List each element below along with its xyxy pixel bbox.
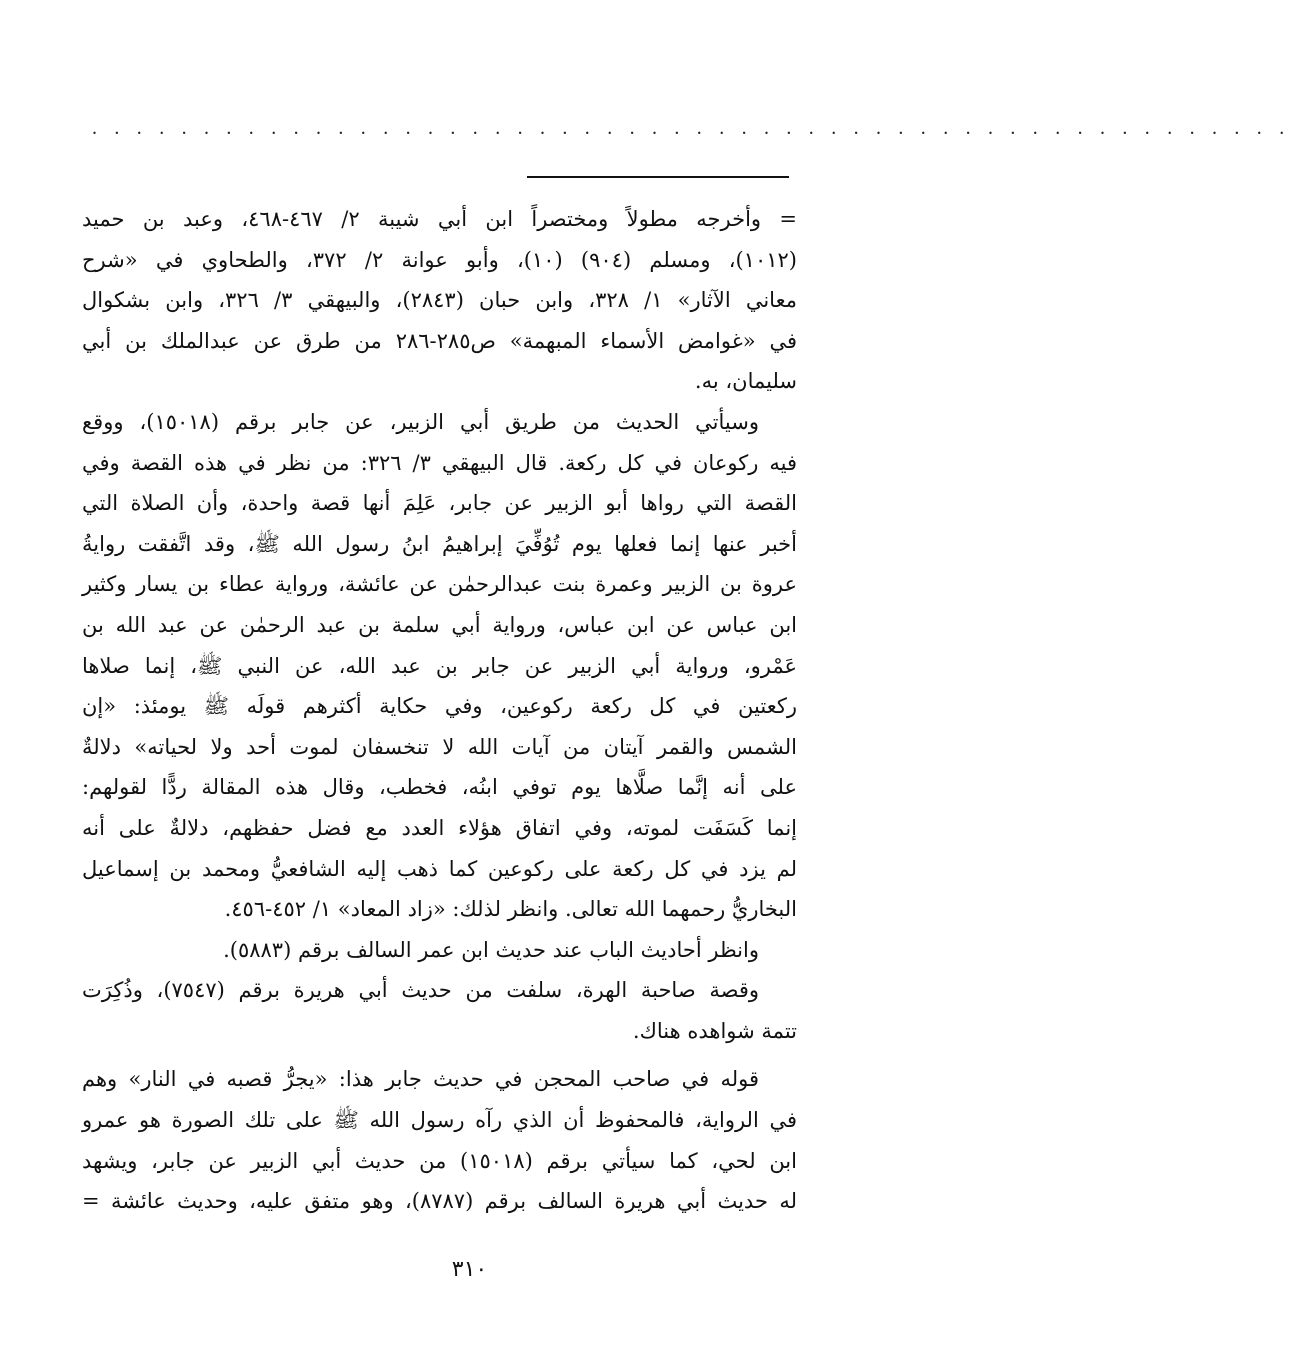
text-line: القصة التي رواها أبو الزبير عن جابر، عَلِمَ أنها قصة واحدة، وأن الصلاة التي	[82, 491, 797, 516]
text-line: له حديث أبي هريرة السالف برقم (٨٧٨٧)، وهو متفق عليه، وحديث عائشة =	[82, 1189, 797, 1214]
text-line: وسيأتي الحديث من طريق أبي الزبير، عن جابر برقم (١٥٠١٨)، ووقع	[82, 409, 759, 434]
text-line: إنما كَسَفَت لموته، وفي اتفاق هؤلاء العدد مع فضل حفظهم، دلالةٌ على أنه	[82, 815, 797, 840]
page-number: ٣١٠	[451, 1257, 488, 1282]
text-line: الشمس والقمر آيتان من آيات الله لا تنخسفان لموت أحد ولا لحياته» دلالةٌ	[82, 734, 797, 759]
text-line: فيه ركوعان في كل ركعة. قال البيهقي ٣/ ٣٢٦: من نظر في هذه القصة وفي	[82, 450, 797, 475]
text-line: = وأخرجه مطولاً ومختصراً ابن أبي شيبة ٢/ ٤٦٧-٤٦٨، وعبد بن حميد	[82, 207, 797, 231]
text-line: في «غوامض الأسماء المبهمة» ص٢٨٥-٢٨٦ من طرق عن عبدالملك بن أبي	[82, 328, 797, 353]
text-line: معاني الآثار» ١/ ٣٢٨، وابن حبان (٢٨٤٣)، والبيهقي ٣/ ٣٢٦، وابن بشكوال	[82, 288, 797, 313]
text-line: لم يزد في كل ركعة على ركوعين كما ذهب إليه الشافعيُّ ومحمد بن إسماعيل	[82, 856, 797, 881]
text-line: عروة بن الزبير وعمرة بنت عبدالرحمٰن عن عائشة، ورواية عطاء بن يسار وكثير	[82, 572, 797, 597]
text-line: وقصة صاحبة الهرة، سلفت من حديث أبي هريرة برقم (٧٥٤٧)، وذُكِرَت	[82, 978, 759, 1003]
text-line: البخاريُّ رحمهما الله تعالى. وانظر لذلك: «زاد المعاد» ١/ ٤٥٢-٤٥٦.	[224, 897, 797, 922]
text-line: ركعتين في كل ركعة ركوعين، وفي حكاية أكثرهم قولَه ﷺ يومئذ: «إن	[82, 694, 797, 719]
text-line: عَمْرو، ورواية أبي الزبير عن جابر بن عبد الله، عن النبي ﷺ، إنما صلاها	[82, 653, 797, 678]
paragraph-gap	[82, 1051, 797, 1059]
text-line: تتمة شواهده هناك.	[632, 1018, 797, 1043]
text-line: على أنه إنَّما صلَّاها يوم توفي ابنُه، فخطب، وقال هذه المقالة ردًّا لقولهم:	[82, 775, 797, 800]
text-line: سليمان، به.	[694, 369, 797, 394]
text-line: قوله في صاحب المحجن في حديث جابر هذا: «يجرُّ قصبه في النار» وهم	[82, 1067, 759, 1092]
text-line: في الرواية، فالمحفوظ أن الذي رآه رسول الله ﷺ على تلك الصورة هو عمرو	[82, 1108, 797, 1133]
text-line: ابن عباس عن ابن عباس، ورواية أبي سلمة بن عبد الرحمٰن عن عبد الله بن	[82, 612, 797, 637]
text-line: ابن لحي، كما سيأتي برقم (١٥٠١٨) من حديث أبي الزبير عن جابر، ويشهد	[82, 1148, 797, 1173]
footnote-rule	[527, 176, 789, 178]
text-line: (١٠١٢)، ومسلم (٩٠٤) (١٠)، وأبو عوانة ٢/ ٣٧٢، والطحاوي في «شرح	[82, 247, 797, 272]
footnote-text	[82, 199, 797, 1222]
text-line: وانظر أحاديث الباب عند حديث ابن عمر السالف برقم (٥٨٨٣).	[223, 937, 759, 962]
ellipsis-divider: . . . . . . . . . . . . . . . . . . . . . . . . . . . . . . . . . . . . . . . . . . . . . . . . . . . . . .	[92, 117, 1290, 139]
text-line: أخبر عنها إنما فعلها يوم تُوُفِّيَ إبراهيمُ ابنُ رسول الله ﷺ، وقد اتَّفقت روايةُ	[82, 531, 797, 556]
